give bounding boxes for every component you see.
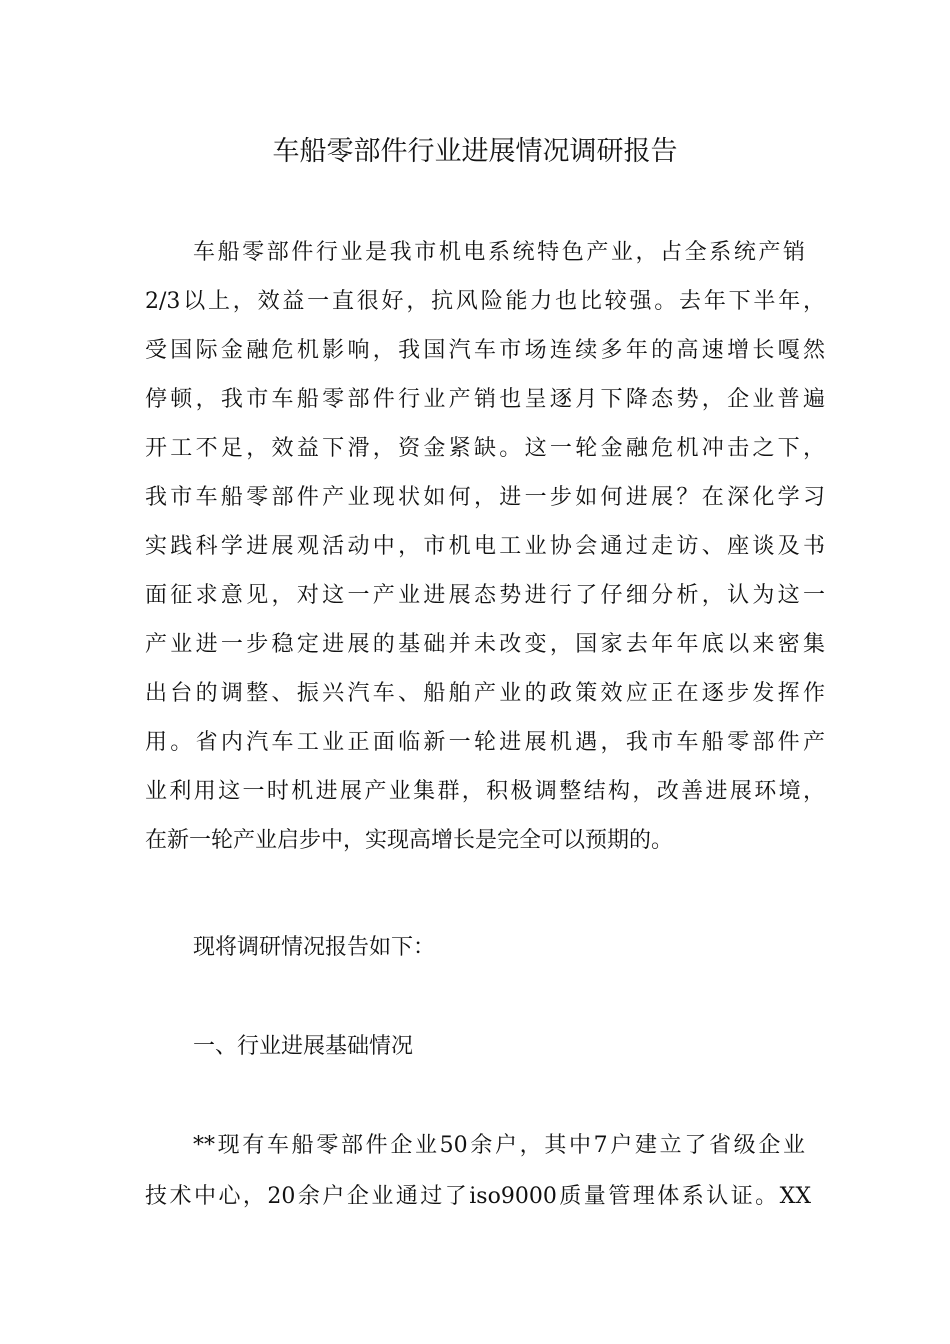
paragraph-line: 用。省内汽车工业正面临新一轮进展机遇，我市车船零部件产	[145, 730, 825, 755]
paragraph-line: 产业进一步稳定进展的基础并未改变，国家去年年底以来密集	[145, 632, 825, 657]
document-title: 车船零部件行业进展情况调研报告	[272, 136, 678, 167]
paragraph-line: 停顿，我市车船零部件行业产销也呈逐月下降态势，企业普遍	[145, 387, 825, 412]
paragraph-line: 面征求意见，对这一产业进展态势进行了仔细分析，认为这一	[145, 583, 825, 608]
paragraph-line: 业利用这一时机进展产业集群，积极调整结构，改善进展环境，	[145, 779, 825, 804]
paragraph-line: **现有车船零部件企业50余户，其中7户建立了省级企业	[193, 1133, 805, 1158]
paragraph-line: 在新一轮产业启步中，实现高增长是完全可以预期的。	[145, 828, 674, 853]
paragraph-line: 车船零部件行业是我市机电系统特色产业，占全系统产销	[193, 240, 805, 265]
paragraph-line: 技术中心，20余户企业通过了iso9000质量管理体系认证。XX	[145, 1184, 811, 1209]
paragraph-line: 实践科学进展观活动中，市机电工业协会通过走访、座谈及书	[145, 534, 825, 559]
paragraph-line: 出台的调整、振兴汽车、船舶产业的政策效应正在逐步发挥作	[145, 681, 825, 706]
paragraph-line: 2/3以上，效益一直很好，抗风险能力也比较强。去年下半年，	[145, 289, 825, 314]
paragraph-line: 我市车船零部件产业现状如何，进一步如何进展？在深化学习	[145, 485, 825, 510]
paragraph-line: 受国际金融危机影响，我国汽车市场连续多年的高速增长嘎然	[145, 338, 825, 363]
section-heading: 一、行业进展基础情况	[193, 1034, 414, 1059]
paragraph-line: 开工不足，效益下滑，资金紧缺。这一轮金融危机冲击之下，	[145, 436, 825, 461]
intro-sentence: 现将调研情况报告如下：	[193, 935, 436, 960]
